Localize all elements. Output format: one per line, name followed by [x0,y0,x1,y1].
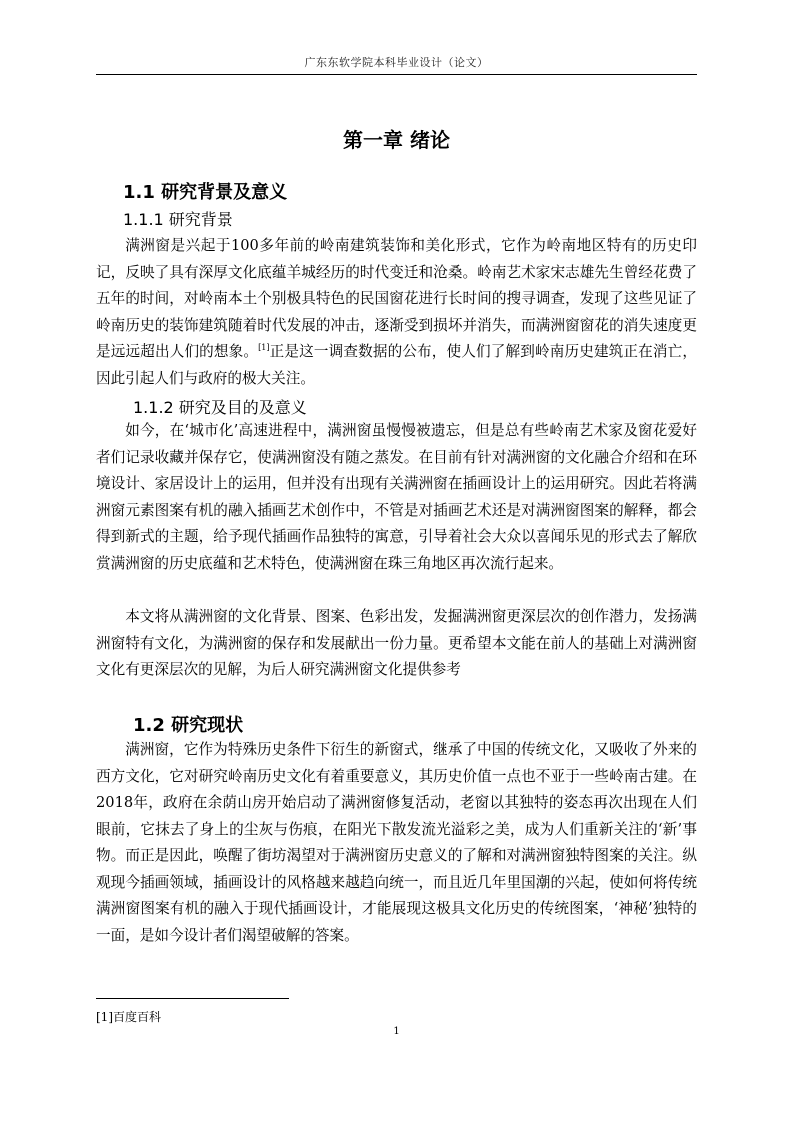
page-header: 广东东软学院本科毕业设计（论文） [96,54,697,75]
background-paragraph [96,233,697,392]
footnote-separator [96,998,289,999]
research-status-paragraph: 满洲窗，它作为特殊历史条件下衍生的新窗式，继承了中国的传统文化，又吸收了外来的西方文化，它对研究岭南历史文化有着重要意义，其历史价值一点也不亚于一些岭南古建。在2018年，政府在余荫山房开始启动了满洲窗修复活动，老窗以其独特的姿态再次出现在人们眼前，它抹去了身上的尘灰与伤痕，在阳光下散发流光溢彩之美，成为人们重新关注的‘新’事物。而正是因此，唤醒了街坊渴望对于满洲窗历史意义的了解和对满洲窗独特图案的关注。纵观现今插画领域，插画设计的风格越来越趋向统一，而且近几年里国潮的兴起，使如何将传统满洲窗图案有机的融入于现代插画设计，才能展现这极具文化历史的传统图案，‘神秘’独特的一面，是如今设计者们渴望破解的答案。 [96,741,697,944]
section-1-2-heading: 1.2 研究现状 [133,715,244,736]
chapter-title: 第一章 绪论 [343,128,450,152]
page-number: 1 [393,1026,400,1037]
scope-paragraph: 本文将从满洲窗的文化背景、图案、色彩出发，发掘满洲窗更深层次的创作潜力，发扬满洲窗特有文化，为满洲窗的保存和发展献出一份力量。更希望本文能在前人的基础上对满洲窗文化有更深层次的见解，为后人研究满洲窗文化提供参考 [96,608,697,678]
background-paragraph-text-continued: 正是这一调查数据的公布，使人们了解到岭南历史建筑正在消亡，因此引起人们与政府的极大关注。 [96,343,697,387]
subsection-1-1-1-heading: 1.1.1 研究背景 [123,210,233,229]
footnote-reference: [1] [258,343,270,353]
footnote: [1]百度百科 [96,1010,161,1024]
subsection-1-1-2-heading: 1.1.2 研究及目的及意义 [133,398,307,417]
purpose-paragraph: 如今，在‘城市化’高速进程中，满洲窗虽慢慢被遗忘，但是总有些岭南艺术家及窗花爱好者们记录收藏并保存它，使满洲窗没有随之蒸发。在目前有针对满洲窗的文化融合介绍和在环境设计、家居设计上的运用，但并没有出现有关满洲窗在插画设计上的运用研究。因此若将满洲窗元素图案有机的融入插画艺术创作中，不管是对插画艺术还是对满洲窗图案的解释，都会得到新式的主题，给予现代插画作品独特的寓意，引导着社会大众以喜闻乐见的形式去了解欣赏满洲窗的历史底蕴和艺术特色，使满洲窗在珠三角地区再次流行起来。 [96,422,697,572]
background-paragraph-text: 满洲窗是兴起于100多年前的岭南建筑装饰和美化形式，它作为岭南地区特有的历史印记，反映了具有深厚文化底蕴羊城经历的时代变迁和沧桑。岭南艺术家宋志雄先生曾经花费了五年的时间，对岭南本土个别极具特色的民国窗花进行长时间的搜寻调查，发现了这些见证了岭南历史的装饰建筑随着时代发展的冲击，逐渐受到损坏并消失，而满洲窗窗花的消失速度更是远远超出人们的想象。 [96,237,697,360]
section-1-1-heading: 1.1 研究背景及意义 [123,182,288,203]
